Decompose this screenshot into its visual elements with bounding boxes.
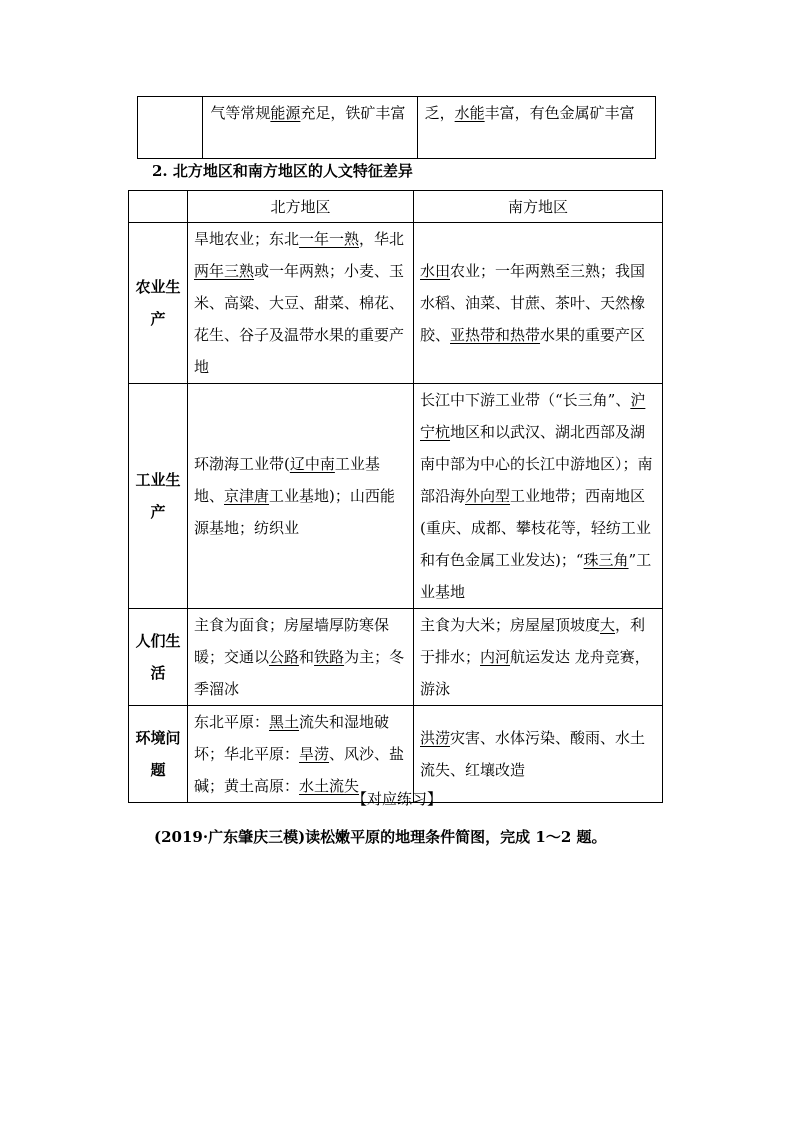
comparison-table: [128, 190, 663, 803]
cell-environment-south: 洪涝灾害、水体污染、酸雨、水土流失、红壤改造: [414, 706, 663, 803]
cell-industry-south: 长江中下游工业带（“长三角”、沪宁杭地区和以武汉、湖北西部及湖南中部为中心的长江中游地区）；南部沿海外向型工业地带；西南地区(重庆、成都、攀枝花等，轻纺工业和有色金属工业发达)；“珠三角”工业基地: [414, 384, 663, 609]
cell-environment-north: 东北平原：黑土流失和湿地破坏；华北平原：旱涝、风沙、盐碱；黄土高原：水土流失: [188, 706, 414, 803]
continuation-north-cell: 气等常规能源充足，铁矿丰富: [203, 97, 417, 159]
header-north: 北方地区: [188, 191, 414, 223]
continuation-empty-cell: [138, 97, 203, 159]
table-header-row: [129, 191, 663, 223]
table-row: [129, 609, 663, 706]
row-label-environment: 环境问题: [129, 706, 188, 803]
table-row: [129, 223, 663, 384]
header-blank: [129, 191, 188, 223]
row-label-industry: 工业生产: [129, 384, 188, 609]
continuation-table: [137, 96, 656, 159]
header-south: 南方地区: [414, 191, 663, 223]
practice-label: 【对应练习】: [351, 790, 442, 808]
row-label-agriculture: 农业生产: [129, 223, 188, 384]
table-row: [129, 384, 663, 609]
question-intro: (2019·广东肇庆三模)读松嫩平原的地理条件简图，完成 1～2 题。: [154, 828, 607, 846]
cell-agriculture-north: 旱地农业；东北一年一熟，华北两年三熟或一年两熟；小麦、玉米、高粱、大豆、甜菜、棉花、花生、谷子及温带水果的重要产地: [188, 223, 414, 384]
row-label-life: 人们生活: [129, 609, 188, 706]
cell-industry-north: 环渤海工业带(辽中南工业基地、京津唐工业基地)；山西能源基地；纺织业: [188, 384, 414, 609]
section-heading: 2. 北方地区和南方地区的人文特征差异: [152, 162, 413, 180]
cell-life-south: 主食为大米；房屋屋顶坡度大，利于排水；内河航运发达 龙舟竞赛，游泳: [414, 609, 663, 706]
cell-life-north: 主食为面食；房屋墙厚防寒保暖；交通以公路和铁路为主；冬季溜冰: [188, 609, 414, 706]
continuation-south-cell: 乏，水能丰富，有色金属矿丰富: [417, 97, 655, 159]
cell-agriculture-south: 水田农业；一年两熟至三熟；我国水稻、油菜、甘蔗、茶叶、天然橡胶、亚热带和热带水果的重要产区: [414, 223, 663, 384]
